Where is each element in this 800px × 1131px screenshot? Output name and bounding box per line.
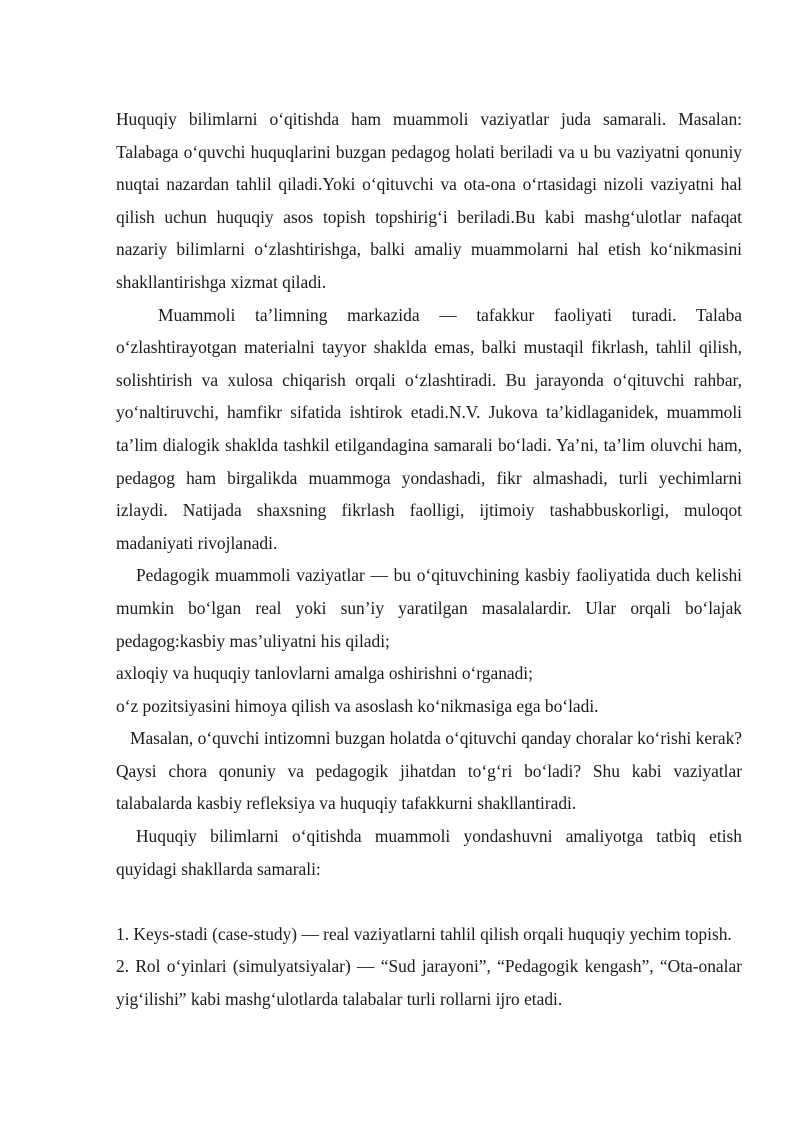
paragraph-gap — [116, 885, 742, 918]
paragraph-pedagogical-situations: Pedagogik muammoli vaziyatlar — bu o‘qituvchining kasbiy faoliyatida duch kelishi mumkin bo‘lgan real yoki sun’iy yaratilgan masalalardir. Ular orqali bo‘lajak pedagog:kasbiy mas’uliyatni his qiladi; — [116, 565, 742, 651]
paragraph-ethical-choices: axloqiy va huquqiy tanlovlarni amalga oshirishni o‘rganadi; — [116, 663, 533, 684]
paragraph-forms-intro: Huquqiy bilimlarni o‘qitishda muammoli yondashuvni amaliyotga tatbiq etish quyidagi shakllarda samarali: — [116, 826, 742, 879]
paragraph-discipline-example: Masalan, o‘quvchi intizomni buzgan holatda o‘qituvchi qanday choralar ko‘rishi kerak? Qaysi chora qonuniy va pedagogik jihatdan to‘g‘ri bo‘ladi? Shu kabi vaziyatlar talabalarda kasbiy refleksiya va huquqiy tafakkurni shakllantiradi. — [116, 728, 742, 814]
paragraph-defend-position: o‘z pozitsiyasini himoya qilish va asoslash ko‘nikmasiga ega bo‘ladi. — [116, 695, 599, 716]
paragraph-legal-knowledge-intro: Huquqiy bilimlarni o‘qitishda ham muammoli vaziyatlar juda samarali. Masalan: Talabaga o‘quvchi huquqlarini buzgan pedagog holati beriladi va u bu vaziyatni qonuniy nuqtai nazardan tahlil qiladi.Yoki o‘qituvchi va ota-ona o‘rtasidagi nizoli vaziyatni hal qilish uchun huquqiy asos topish topshirig‘i beriladi.Bu kabi mashg‘ulotlar nafaqat nazariy bilimlarni o‘zlashtirishga, balki amaliy muammolarni hal etish ko‘nikmasini shakllantirishga xizmat qiladi. — [116, 109, 742, 292]
paragraph-problem-learning-center: Muammoli ta’limning markazida — tafakkur faoliyati turadi. Talaba o‘zlashtirayotgan materialni tayyor shaklda emas, balki mustaqil fikrlash, tahlil qilish, solishtirish va xulosa chiqarish orqali o‘zlashtiradi. Bu jarayonda o‘qituvchi rahbar, yo‘naltiruvchi, hamfikr sifatida ishtirok etadi.N.V. Jukova ta’kidlaganidek, muammoli ta’lim dialogik shaklda tashkil etilgandagina samarali bo‘ladi. Ya’ni, ta’lim oluvchi ham, pedagog ham birgalikda muammoga yondashadi, fikr almashadi, turli yechimlarni izlaydi. Natijada shaxsning fikrlash faolligi, ijtimoiy tashabbuskorligi, muloqot madaniyati rivojlanadi. — [116, 304, 742, 553]
document-page — [116, 103, 742, 1016]
list-item-role-games: 2. Rol o‘yinlari (simulyatsiyalar) — “Sud jarayoni”, “Pedagogik kengash”, “Ota-onalar yig‘ilishi” kabi mashg‘ulotlarda talabalar turli rollarni ijro etadi. — [116, 956, 742, 1010]
list-item-case-study: 1. Keys-stadi (case-study) — real vaziyatlarni tahlil qilish orqali huquqiy yechim topish. — [116, 923, 732, 944]
